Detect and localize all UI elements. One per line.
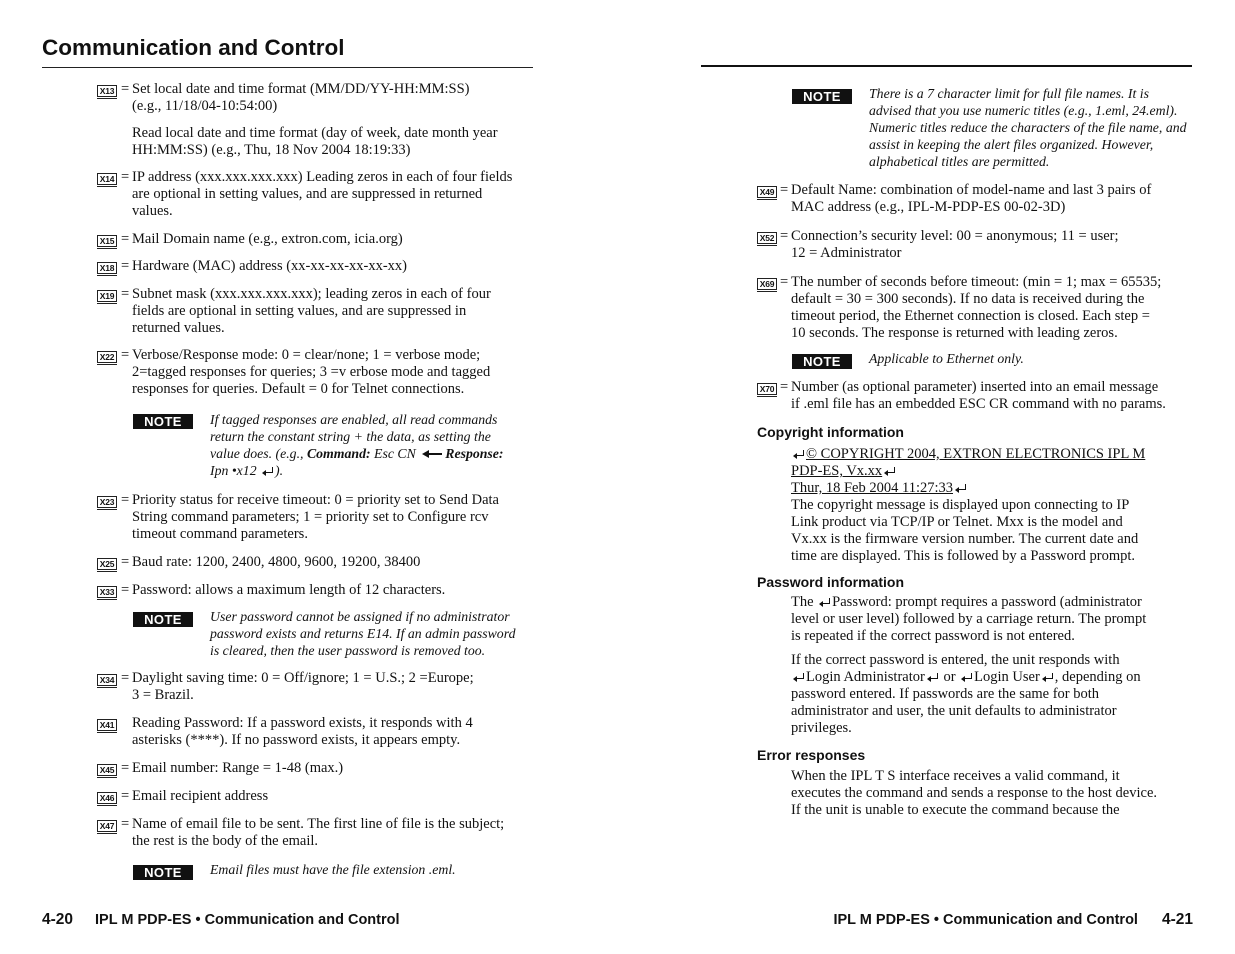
- equals-sign: =: [121, 286, 130, 302]
- text-line: timeout period, the Ethernet connection is closed. Each step =: [791, 308, 1150, 324]
- variable-description: [132, 816, 542, 850]
- password-line: [791, 669, 1201, 686]
- note-line: If tagged responses are enabled, all read commands: [210, 412, 498, 427]
- errors-heading: Error responses: [757, 747, 866, 763]
- text-line: executes the command and sends a response to the host device.: [791, 785, 1158, 801]
- errors-body: [791, 768, 1201, 819]
- page-number-right: 4-21: [1161, 911, 1193, 928]
- return-icon: [262, 467, 273, 476]
- copyright-block: [791, 446, 1201, 565]
- note-badge: NOTE: [133, 612, 193, 627]
- text-line: level or user level) followed by a carriage return. The prompt: [791, 611, 1147, 627]
- text-line: time are displayed. This is followed by a Password prompt.: [791, 548, 1136, 564]
- left-arrow-icon: [422, 450, 442, 458]
- copyright-text: © COPYRIGHT 2004, EXTRON ELECTRONICS IPL M: [806, 446, 1146, 462]
- equals-sign: =: [780, 274, 789, 290]
- variable-description: [791, 228, 1201, 262]
- text-line: User password cannot be assigned if no administrator: [210, 609, 510, 624]
- variable-code-badge: X47: [97, 820, 117, 832]
- return-icon: [961, 673, 972, 682]
- equals-sign: =: [121, 554, 130, 570]
- text-line: 10 seconds. The response is returned with leading zeros.: [791, 325, 1118, 341]
- variable-code-badge: X70: [757, 383, 777, 395]
- text-line: Priority status for receive timeout: 0 = priority set to Send Data: [132, 492, 499, 508]
- page-title: Communication and Control: [42, 35, 345, 60]
- text-line: Vx.xx is the firmware version number. The current date and: [791, 531, 1139, 547]
- note-line: [210, 445, 540, 462]
- variable-code-badge: X33: [97, 586, 117, 598]
- text-line: Reading Password: If a password exists, it responds with 4: [132, 715, 473, 731]
- variable-description: [132, 81, 542, 159]
- equals-sign: =: [121, 492, 130, 508]
- text-line: Daylight saving time: 0 = Off/ignore; 1 = U.S.; 2 =Europe;: [132, 670, 474, 686]
- equals-sign: =: [121, 760, 130, 776]
- variable-description: [132, 582, 542, 599]
- return-icon: [927, 673, 938, 682]
- note-badge: NOTE: [133, 865, 193, 880]
- text-line: Default Name: combination of model-name and last 3 pairs of: [791, 182, 1152, 198]
- variable-code-badge: X52: [757, 232, 777, 244]
- text-line: Hardware (MAC) address (xx-xx-xx-xx-xx-xx): [132, 258, 408, 274]
- text-line: 3 = Brazil.: [132, 687, 194, 703]
- text-line: Read local date and time format (day of week, date month year: [132, 125, 498, 141]
- footer-left: [42, 911, 400, 929]
- note-text: value does. (e.g.,: [210, 446, 307, 461]
- password-text: or: [939, 669, 960, 685]
- text-line: String command parameters; 1 = priority set to Configure rcv: [132, 509, 489, 525]
- text-line: values.: [132, 203, 173, 219]
- text-line: Connection’s security level: 00 = anonymous; 11 = user;: [791, 228, 1119, 244]
- variable-description: [132, 286, 542, 337]
- footer-right: [833, 911, 1193, 929]
- variable-description: [791, 182, 1201, 216]
- equals-sign: =: [121, 347, 130, 363]
- text-line: Email number: Range = 1-48 (max.): [132, 760, 344, 776]
- note-email-text: [210, 861, 540, 878]
- text-line: is cleared, then the user password is removed too.: [210, 643, 486, 658]
- footer-title-left: IPL M PDP-ES • Communication and Control: [95, 912, 400, 928]
- password-text: The: [791, 594, 818, 610]
- password-text: , depending on: [1054, 669, 1141, 685]
- return-icon: [793, 450, 804, 459]
- copyright-line: [791, 463, 1201, 480]
- equals-sign: =: [780, 379, 789, 395]
- variable-description: [132, 788, 542, 805]
- text-line: advised that you use numeric titles (e.g., 1.eml, 24.eml).: [869, 103, 1178, 118]
- note-badge: NOTE: [792, 354, 852, 369]
- variable-code-badge: X22: [97, 351, 117, 363]
- text-line: Applicable to Ethernet only.: [869, 351, 1024, 366]
- variable-description: [132, 670, 542, 704]
- note-password-text: [210, 608, 540, 659]
- note-line: return the constant string + the data, as setting the: [210, 429, 491, 444]
- password-paragraph: [791, 686, 1201, 737]
- note-filename-text: [869, 85, 1199, 170]
- text-line: IP address (xxx.xxx.xxx.xxx) Leading zeros in each of four fields: [132, 169, 513, 185]
- equals-sign: =: [780, 182, 789, 198]
- text-line: Link product via TCP/IP or Telnet. Mxx is the model and: [791, 514, 1123, 530]
- variable-description: [132, 169, 542, 220]
- variable-code-badge: X23: [97, 496, 117, 508]
- text-line: The copyright message is displayed upon connecting to IP: [791, 497, 1130, 513]
- text-line: Number (as optional parameter) inserted into an email message: [791, 379, 1159, 395]
- variable-code-badge: X13: [97, 85, 117, 97]
- note-ethernet-text: [869, 350, 1199, 367]
- password-text: Password: prompt requires a password (administrator: [832, 594, 1142, 610]
- copyright-heading: Copyright information: [757, 424, 904, 440]
- note-tagged-text: [210, 411, 540, 479]
- equals-sign: =: [121, 258, 130, 274]
- equals-sign: =: [121, 816, 130, 832]
- header-rule-right: [701, 65, 1192, 67]
- copyright-text: PDP-ES, Vx.xx: [791, 463, 883, 479]
- variable-description: [132, 347, 542, 398]
- variable-code-badge: X46: [97, 792, 117, 804]
- text-line: HH:MM:SS) (e.g., Thu, 18 Nov 2004 18:19:33): [132, 142, 411, 158]
- return-icon: [793, 673, 804, 682]
- variable-description: [132, 492, 542, 543]
- return-icon: [955, 484, 966, 493]
- copyright-line: [791, 480, 1201, 497]
- text-line: Set local date and time format (MM/DD/YY-HH:MM:SS): [132, 81, 470, 97]
- password-heading: Password information: [757, 574, 905, 590]
- variable-description: [132, 554, 542, 571]
- variable-description: [132, 258, 542, 275]
- text-line: MAC address (e.g., IPL-M-PDP-ES 00-02-3D): [791, 199, 1066, 215]
- password-block: [791, 594, 1201, 737]
- return-icon: [884, 467, 895, 476]
- text-line: There is a 7 character limit for full file names. It is: [869, 86, 1150, 101]
- copyright-body: [791, 497, 1201, 565]
- note-badge: NOTE: [792, 89, 852, 104]
- equals-sign: =: [121, 231, 130, 247]
- text-line: password exists and returns E14. If an admin password: [210, 626, 516, 641]
- text-line: When the IPL T S interface receives a valid command, it: [791, 768, 1120, 784]
- text-line: responses for queries. Default = 0 for Telnet connections.: [132, 381, 465, 397]
- password-paragraph: [791, 611, 1201, 645]
- text-line: the rest is the body of the email.: [132, 833, 319, 849]
- variable-description: [132, 715, 542, 749]
- text-line: are optional in setting values, and are suppressed in returned: [132, 186, 483, 202]
- variable-code-badge: X34: [97, 674, 117, 686]
- password-line: [791, 594, 1201, 611]
- login-user-text: Login User: [974, 669, 1040, 685]
- equals-sign: =: [121, 788, 130, 804]
- variable-code-badge: X15: [97, 235, 117, 247]
- text-line: privileges.: [791, 720, 852, 736]
- note-line: [210, 462, 540, 479]
- text-line: password entered. If passwords are the same for both: [791, 686, 1100, 702]
- command-label: Command:: [306, 446, 371, 461]
- equals-sign: =: [121, 582, 130, 598]
- text-line: If the unit is unable to execute the command because the: [791, 802, 1120, 818]
- equals-sign: =: [780, 228, 789, 244]
- text-line: Name of email file to be sent. The first line of file is the subject;: [132, 816, 505, 832]
- equals-sign: =: [121, 81, 130, 97]
- password-line: If the correct password is entered, the unit responds with: [791, 652, 1120, 668]
- text-line: Baud rate: 1200, 2400, 4800, 9600, 19200, 38400: [132, 554, 421, 570]
- variable-code-badge: X14: [97, 173, 117, 185]
- text-line: timeout command parameters.: [132, 526, 308, 542]
- text-line: administrator and user, the unit defaults to administrator: [791, 703, 1117, 719]
- text-line: Subnet mask (xxx.xxx.xxx.xxx); leading zeros in each of four: [132, 286, 491, 302]
- text-line: default = 30 = 300 seconds). If no data is received during the: [791, 291, 1145, 307]
- text-line: returned values.: [132, 320, 225, 336]
- variable-code-badge: X45: [97, 764, 117, 776]
- page-number-left: 4-20: [42, 911, 74, 928]
- text-line: Numeric titles reduce the characters of the file name, and: [869, 120, 1187, 135]
- text-line: assist in keeping the alert files organized. However,: [869, 137, 1154, 152]
- variable-code-badge: X41: [97, 719, 117, 731]
- response-label: Response:: [445, 446, 504, 461]
- text-line: Verbose/Response mode: 0 = clear/none; 1 = verbose mode;: [132, 347, 481, 363]
- variable-description: [791, 379, 1201, 413]
- header-rule-left: [42, 67, 533, 68]
- text-line: Mail Domain name (e.g., extron.com, icia.org): [132, 231, 403, 247]
- copyright-date: Thur, 18 Feb 2004 11:27:33: [791, 480, 953, 496]
- variable-description: [132, 760, 542, 777]
- equals-sign: =: [121, 670, 130, 686]
- text-line: 12 = Administrator: [791, 245, 902, 261]
- text-line: Email recipient address: [132, 788, 269, 804]
- note-badge: NOTE: [133, 414, 193, 429]
- text-line: if .eml file has an embedded ESC CR command with no params.: [791, 396, 1166, 412]
- text-line: Password: allows a maximum length of 12 characters.: [132, 582, 446, 598]
- note-text: Ipn •x12: [210, 463, 261, 478]
- note-text: Esc CN: [370, 446, 420, 461]
- text-line: The number of seconds before timeout: (min = 1; max = 65535;: [791, 274, 1162, 290]
- variable-description: [132, 231, 542, 248]
- text-line: is repeated if the correct password is not entered.: [791, 628, 1075, 644]
- equals-sign: =: [121, 169, 130, 185]
- login-admin-text: Login Administrator: [806, 669, 925, 685]
- text-line: fields are optional in setting values, and are suppressed in: [132, 303, 467, 319]
- variable-code-badge: X19: [97, 290, 117, 302]
- text-line: alphabetical titles are permitted.: [869, 154, 1050, 169]
- copyright-line: [791, 446, 1201, 463]
- footer-title-right: IPL M PDP-ES • Communication and Control: [833, 912, 1138, 928]
- text-line: asterisks (****). If no password exists, it appears empty.: [132, 732, 461, 748]
- variable-code-badge: X18: [97, 262, 117, 274]
- text-line: Email files must have the file extension .eml.: [210, 862, 456, 877]
- text-line: 2=tagged responses for queries; 3 =v erbose mode and tagged: [132, 364, 491, 380]
- variable-code-badge: X25: [97, 558, 117, 570]
- return-icon: [1042, 673, 1053, 682]
- variable-code-badge: X49: [757, 186, 777, 198]
- text-line: (e.g., 11/18/04-10:54:00): [132, 98, 278, 114]
- variable-code-badge: X69: [757, 278, 777, 290]
- variable-description: [791, 274, 1201, 342]
- return-icon: [819, 598, 830, 607]
- note-text: ).: [275, 463, 284, 478]
